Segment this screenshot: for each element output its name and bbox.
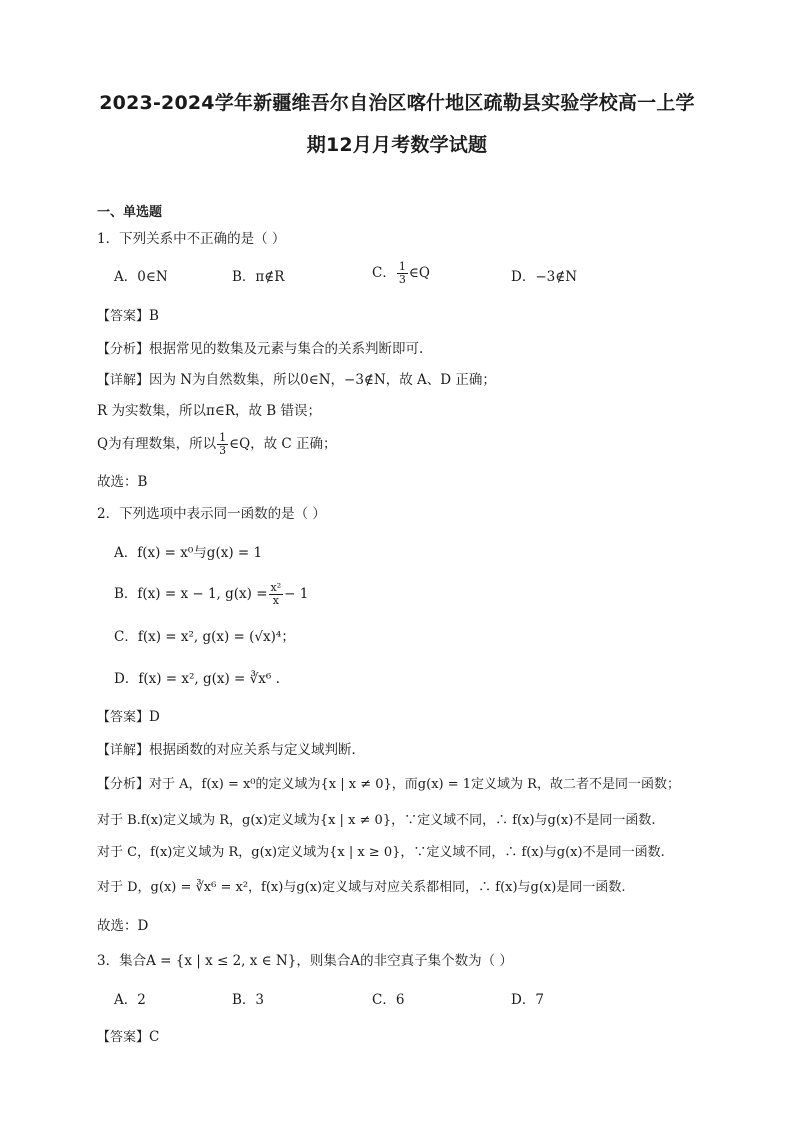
q1-option-b: B．π∉R	[232, 269, 285, 285]
q1-option-c-fraction	[397, 261, 408, 286]
q1-option-c-prefix: C．	[372, 265, 396, 281]
q3-option-b: B．3	[232, 992, 265, 1008]
q2-option-b-suffix: − 1	[284, 586, 309, 602]
q1-detail-3-fraction	[217, 432, 228, 457]
document-title-line-1: 2023-2024学年新疆维吾尔自治区喀什地区疏勒县实验学校高一上学	[99, 92, 695, 114]
q1-choose: 故选：B	[97, 474, 148, 490]
q2-choose: 故选：D	[97, 918, 149, 934]
q3-option-a: A．2	[114, 992, 146, 1008]
analysis-tag: 【分析】	[97, 777, 150, 792]
q1-option-d: D．−3∉N	[511, 269, 578, 285]
q1-detail-3-suffix: ∈Q，故 C 正确；	[229, 436, 337, 452]
q3-stem: 3．集合A = {x | x ≤ 2, x ∈ N}，则集合A的非空真子集个数为（ ）	[97, 953, 513, 969]
q2-answer	[97, 707, 160, 728]
q2-analysis-text: 对于 A，f(x) = x⁰的定义域为{x | x ≠ 0}，而g(x) = 1定义域为 R，故二者不是同一函数；	[149, 777, 680, 792]
q2-option-d: D．f(x) = x², g(x) = ∛x⁶ .	[114, 671, 280, 687]
q2-analysis	[97, 775, 680, 795]
q1-option-c	[372, 261, 430, 286]
answer-tag: 【答案】	[97, 710, 150, 725]
q1-detail-2: R 为实数集，所以π∈R，故 B 错误；	[97, 403, 321, 419]
section-heading: 一、单选题	[97, 205, 163, 220]
q3-option-c: C．6	[372, 992, 405, 1008]
q1-answer-value: B	[149, 308, 159, 324]
document-title-line-2: 期12月月考数学试题	[306, 134, 488, 156]
q1-option-c-denominator: 3	[398, 273, 406, 286]
q1-detail-3-numerator: 1	[219, 431, 227, 444]
q1-detail-1-text: 因为 N为自然数集，所以0∈N，−3∉N，故 A、D 正确；	[149, 372, 496, 388]
q2-option-b-numerator: x²	[270, 581, 282, 594]
q2-option-a: A．f(x) = x⁰与g(x) = 1	[114, 545, 263, 561]
q2-option-c: C．f(x) = x², g(x) = (√x)⁴；	[114, 629, 295, 645]
q1-detail-3-denominator: 3	[219, 444, 227, 457]
q1-answer	[97, 306, 159, 327]
detail-tag: 【详解】	[97, 373, 150, 388]
answer-tag: 【答案】	[97, 1030, 150, 1045]
q1-analysis-text: 根据常见的数集及元素与集合的关系判断即可.	[149, 341, 424, 357]
q2-stem: 2．下列选项中表示同一函数的是（ ）	[97, 506, 326, 522]
q2-line-b: 对于 B.f(x)定义域为 R，g(x)定义域为{x | x ≠ 0}，∵定义域不同，∴ f(x)与g(x)不是同一函数.	[97, 813, 656, 828]
analysis-tag: 【分析】	[97, 342, 150, 357]
q1-analysis	[97, 339, 423, 360]
q3-answer-value: C	[149, 1029, 160, 1045]
q1-option-a: A．0∈N	[114, 269, 168, 285]
q2-option-b-prefix: B．f(x) = x − 1, g(x) =	[114, 586, 268, 602]
q1-detail-3-prefix: Q为有理数集，所以	[97, 436, 217, 452]
q2-answer-value: D	[149, 709, 160, 725]
q2-option-b-fraction	[269, 582, 284, 607]
detail-tag: 【详解】	[97, 743, 150, 758]
q1-option-c-suffix: ∈Q	[408, 265, 430, 281]
q1-option-c-numerator: 1	[398, 260, 406, 273]
q2-detail	[97, 740, 365, 761]
q1-detail-1	[97, 370, 496, 391]
q2-detail-text: 根据函数的对应关系与定义域判断．	[149, 742, 366, 758]
q2-option-b	[114, 582, 308, 607]
q3-answer	[97, 1027, 159, 1048]
q2-line-c: 对于 C，f(x)定义域为 R，g(x)定义域为{x | x ≥ 0}，∵定义域不同，∴ f(x)与g(x)不是同一函数.	[97, 845, 665, 860]
q2-line-d: 对于 D，g(x) = ∛x⁶ = x²，f(x)与g(x)定义域与对应关系都相同，∴ f(x)与g(x)是同一函数.	[97, 880, 626, 895]
q2-option-b-denominator: x	[272, 594, 279, 607]
q3-option-d: D．7	[511, 992, 544, 1008]
q1-detail-3	[97, 432, 337, 457]
answer-tag: 【答案】	[97, 309, 150, 324]
q1-stem: 1．下列关系中不正确的是（ ）	[97, 231, 286, 247]
